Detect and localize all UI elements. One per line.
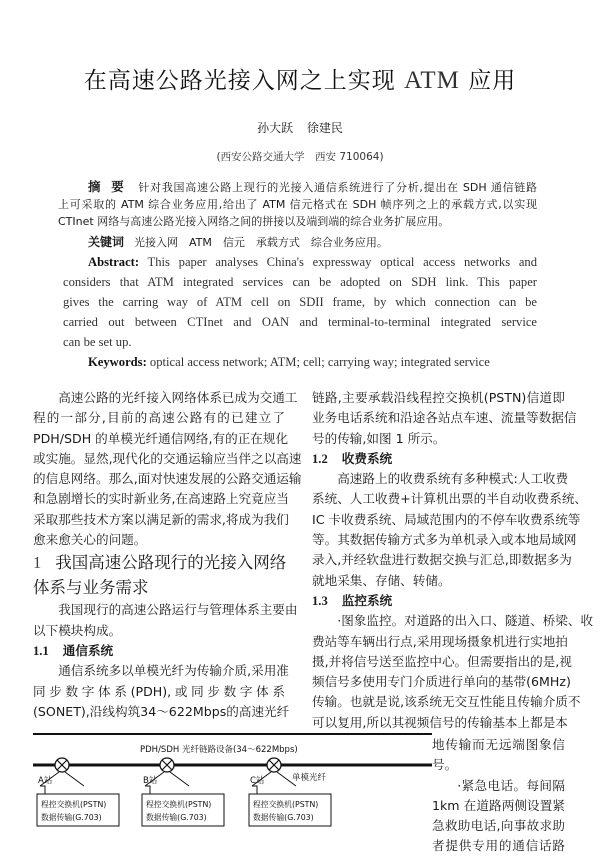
body-text-line: 同步数字体系(PDH),或同步数字体系 xyxy=(33,683,285,699)
heading-text: 体系与业务需求 xyxy=(33,578,149,598)
fiber-label: 单模光纤 xyxy=(292,773,327,783)
abstract-en xyxy=(63,252,537,372)
subsection-heading xyxy=(312,591,565,611)
body-text-line: 频信号多使用专门介质进行单向的基带(6MHz) xyxy=(312,674,571,690)
title-part: 应用 xyxy=(468,68,517,94)
body-text-line: 或实施。显然,现代化的交通运输应当伴之以高速 xyxy=(33,450,302,466)
abstract-cn-line: CTInet 网络与高速公路光接入网络之间的拼接以及端到端的综合业务扩展应用。 xyxy=(58,215,450,228)
link-label: PDH/SDH 光纤链路设备(34～622Mbps) xyxy=(140,745,298,755)
branch-line xyxy=(65,772,84,786)
heading-number: 1.2 xyxy=(312,451,328,466)
abstract-en-label: Abstract: xyxy=(88,255,140,269)
body-text-line: 高速路上的收费系统有多种模式:人工收费 xyxy=(337,471,569,487)
body-text-line: 等。其数据传输方式多为单机录入或本地局域网 xyxy=(312,532,577,548)
body-text-line: 程的一部分,目前的高速公路有的已建立了 xyxy=(33,410,285,426)
body-text-line: 和急剧增长的实时新业务,在高速路上究竟应当 xyxy=(33,491,289,507)
body-text-line: 1km 在道路两侧设置紧 xyxy=(432,797,565,813)
figure-1-network-diagram xyxy=(30,728,435,833)
station-box-line: 程控交换机(PSTN) xyxy=(146,800,212,809)
paper-title xyxy=(0,62,600,95)
body-text-line: 我国现行的高速公路运行与管理体系主要由 xyxy=(58,602,298,618)
station-label: A站 xyxy=(38,776,53,786)
station-box-line: 数据传输(G.703) xyxy=(146,813,207,822)
body-text-line: 业务电话系统和沿途各站点车速、流量等数据信 xyxy=(312,410,577,426)
title-part: 在高速公路光接入网之上实现 xyxy=(83,68,396,94)
body-text-line: 采取那些技术方案以满足新的需求,将成为我们 xyxy=(33,511,289,527)
body-text-line: 号。 xyxy=(432,757,458,773)
body-text-line: 费站等车辆出行点,采用现场摄象机进行实地拍 xyxy=(312,633,568,649)
subsection-heading xyxy=(312,449,565,469)
heading-text: 收费系统 xyxy=(341,450,393,466)
branch-line xyxy=(145,786,150,794)
body-text-line: 链路,主要承载沿线程控交换机(PSTN)信道即 xyxy=(312,390,565,405)
body-text-line: 录入,并经软盘进行数据交换与汇总,即数据多为 xyxy=(312,552,572,568)
abstract-en-line: considers that ATM integrated services can be adopted on SDH link. This paper xyxy=(63,275,537,289)
station-box-line: 程控交换机(PSTN) xyxy=(41,800,107,809)
heading-number: 1 xyxy=(33,553,42,573)
body-text-line: 号的传输,如图 1 所示。 xyxy=(312,430,446,446)
abstract-cn-line: 上可采取的 ATM 综合业务应用,给出了 ATM 信元格式在 SDH 帧序列之上的承载方式,以实现 xyxy=(58,197,537,211)
body-text-line: 的信息网络。那么,面对快速发展的公路交通运输 xyxy=(33,471,302,487)
body-text-line: ·图象监控。对道路的出入口、隧道、桥梁、收 xyxy=(337,613,594,629)
right-column xyxy=(312,388,594,733)
abstract-cn-line: 针对我国高速公路上现行的光接入通信系统进行了分析,提出在 SDH 通信链路 xyxy=(138,181,537,194)
body-text-line: 者提供专用的通信话路 xyxy=(432,838,565,854)
title-part: ATM xyxy=(404,67,460,94)
body-text-line: 急救助电话,向事故求助 xyxy=(432,818,565,834)
heading-text: 监控系统 xyxy=(341,592,393,608)
subsection-heading xyxy=(33,641,285,661)
section-heading xyxy=(33,550,285,575)
body-text-line: ·紧急电话。每间隔 xyxy=(457,777,565,793)
abstract-en-line: carried out between CTInet and OAN and terminal-to-terminal integrated service xyxy=(63,315,537,329)
body-text-line: 可以复用,所以其视频信号的传输基本上都是本 xyxy=(312,714,568,730)
keywords-en: optical access network; ATM; cell; carrying way; integrated service xyxy=(149,355,490,369)
body-text-line: 通信系统多以单模光纤为传输介质,采用准 xyxy=(58,663,289,679)
station-box-line: 数据传输(G.703) xyxy=(253,813,314,822)
body-text-line: (SONET),沿线构筑34～622Mbps的高速光纤 xyxy=(33,703,290,719)
body-text-line: 传输。也就是说,该系统无交互性能且传输介质不 xyxy=(312,694,581,710)
body-text-line: 地传输而无远端图象信 xyxy=(432,737,565,752)
branch-line xyxy=(40,786,45,794)
right-column-narrow xyxy=(432,735,565,857)
abstract-cn xyxy=(58,178,537,251)
left-column xyxy=(33,388,302,722)
heading-text: 通信系统 xyxy=(62,642,114,658)
heading-text: 我国高速公路现行的光接入网络 xyxy=(55,553,287,573)
abstract-cn-label: 摘要 xyxy=(88,179,135,194)
station-label: C站 xyxy=(250,776,265,786)
heading-number: 1.1 xyxy=(33,643,49,658)
body-text-line: IC 卡收费系统、局域范围内的不停车收费系统等 xyxy=(312,511,581,527)
heading-number: 1.3 xyxy=(312,593,328,608)
body-text-line: 以下模块构成。 xyxy=(33,622,122,638)
abstract-en-line: can be set up. xyxy=(63,335,132,349)
keywords-cn: 光接入网 ATM 信元 承载方式 综合业务应用。 xyxy=(134,235,388,249)
station-box-line: 程控交换机(PSTN) xyxy=(253,800,319,809)
branch-line xyxy=(252,786,257,794)
keywords-en-label: Keywords: xyxy=(88,355,147,369)
station-box-line: 数据传输(G.703) xyxy=(41,813,102,822)
keywords-cn-label: 关键词 xyxy=(88,234,125,249)
branch-line xyxy=(170,772,189,786)
authors: 孙大跃 徐建民 xyxy=(257,121,343,135)
body-text-line: 摄,并将信号送至监控中心。但需要指出的是,视 xyxy=(312,653,572,669)
affiliation: (西安公路交通大学 西安 710064) xyxy=(216,151,384,163)
body-text-line: PDH/SDH 的单模光纤通信网络,有的正在规化 xyxy=(33,430,289,446)
body-text-line: 就地采集、存储、转储。 xyxy=(312,572,451,588)
body-text-line: 高速公路的光纤接入网络体系已成为交通工 xyxy=(58,390,298,405)
station-label: B站 xyxy=(143,776,158,786)
body-text-line: 愈来愈关心的问题。 xyxy=(33,532,147,548)
abstract-en-line: This paper analyses China's expressway optical access networks and xyxy=(147,255,537,269)
body-text-line: 系统、人工收费+计算机出票的半自动收费系统、 xyxy=(312,491,588,507)
section-heading xyxy=(33,575,285,600)
abstract-en-line: gives the carring way of ATM cell on SDII frame, by which connection can be xyxy=(63,295,537,309)
